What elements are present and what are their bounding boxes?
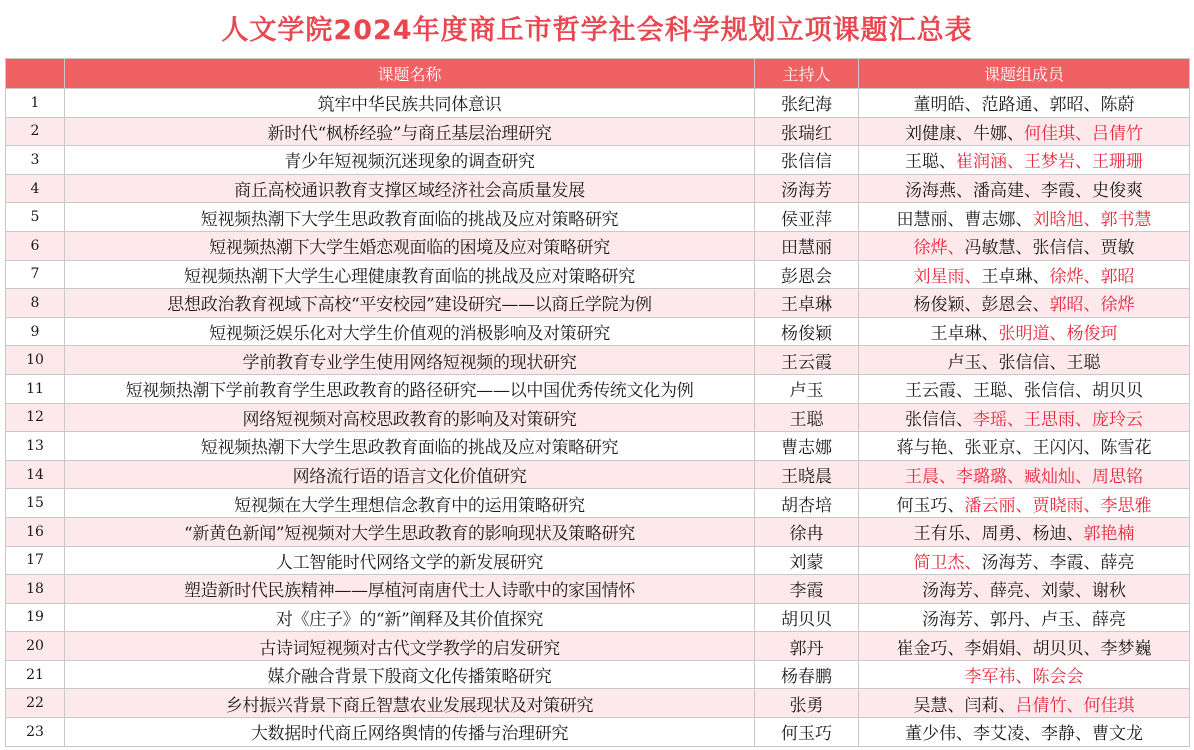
row-number: 23	[6, 718, 65, 747]
members-text: 汤海燕、潘高建、李霞、史俊爽	[905, 181, 1143, 202]
header-topic: 课题名称	[65, 59, 755, 89]
project-topic: 新时代“枫桥经验”与商丘基层治理研究	[65, 117, 755, 146]
project-members	[859, 460, 1190, 489]
table-row	[6, 460, 1190, 489]
project-members	[859, 174, 1190, 203]
table-row	[6, 374, 1190, 403]
project-host: 杨俊颖	[755, 317, 859, 346]
table-row	[6, 146, 1190, 175]
table-row	[6, 517, 1190, 546]
project-topic: 短视频热潮下大学生心理健康教育面临的挑战及应对策略研究	[65, 260, 755, 289]
project-host: 王晓晨	[755, 460, 859, 489]
row-number: 19	[6, 603, 65, 632]
members-text: 张信信、	[905, 409, 973, 430]
highlighted-members: 吕倩竹、何佳琪	[1015, 695, 1135, 716]
members-text: 王云霞、王聪、张信信、胡贝贝	[905, 381, 1143, 402]
highlighted-members: 刘星雨、	[913, 266, 982, 287]
project-members	[859, 146, 1190, 175]
highlighted-members: 张明道、杨俊珂	[998, 324, 1118, 345]
project-host: 胡贝贝	[755, 603, 859, 632]
members-text: 董少伟、李艾凌、李静、曹文龙	[905, 724, 1143, 745]
row-number: 7	[6, 260, 65, 289]
project-host: 郭丹	[755, 632, 859, 661]
row-number: 5	[6, 203, 65, 232]
highlighted-members: 刘晗旭、郭书慧	[1032, 209, 1152, 230]
project-topic: 乡村振兴背景下商丘智慧农业发展现状及对策研究	[65, 689, 755, 718]
project-members	[859, 432, 1190, 461]
project-members	[859, 718, 1190, 747]
members-text: 杨俊颖、彭恩会、	[913, 295, 1050, 316]
row-number: 2	[6, 117, 65, 146]
table-row	[6, 174, 1190, 203]
highlighted-members: 李瑶、王思雨、庞玲云	[973, 409, 1143, 430]
project-members	[859, 603, 1190, 632]
members-text: 汤海芳、李霞、薛亮	[981, 552, 1135, 573]
row-number: 1	[6, 89, 65, 118]
members-text: 王有乐、周勇、杨迪、	[913, 524, 1084, 545]
project-host: 张信信	[755, 146, 859, 175]
table-row	[6, 660, 1190, 689]
table-row	[6, 317, 1190, 346]
table-row	[6, 289, 1190, 318]
project-topic: “新黄色新闻”短视频对大学生思政教育的影响现状及策略研究	[65, 517, 755, 546]
project-host: 王卓琳	[755, 289, 859, 318]
highlighted-members: 潘云丽、贾晓雨、李思雅	[964, 495, 1152, 516]
project-host: 王云霞	[755, 346, 859, 375]
project-topic: 短视频热潮下大学生思政教育面临的挑战及应对策略研究	[65, 432, 755, 461]
project-members	[859, 575, 1190, 604]
table-row	[6, 546, 1190, 575]
table-row	[6, 689, 1190, 718]
table-row	[6, 575, 1190, 604]
row-number: 21	[6, 660, 65, 689]
members-text: 崔金巧、李娟娟、胡贝贝、李梦巍	[896, 638, 1152, 659]
table-row	[6, 203, 1190, 232]
project-host: 李霞	[755, 575, 859, 604]
project-host: 卢玉	[755, 374, 859, 403]
table-row	[6, 117, 1190, 146]
project-topic: 短视频在大学生理想信念教育中的运用策略研究	[65, 489, 755, 518]
project-host: 汤海芳	[755, 174, 859, 203]
table-row	[6, 403, 1190, 432]
table-row	[6, 632, 1190, 661]
row-number: 20	[6, 632, 65, 661]
project-topic: 人工智能时代网络文学的新发展研究	[65, 546, 755, 575]
highlighted-members: 崔润涵、王梦岩、王珊珊	[956, 152, 1143, 173]
row-number: 17	[6, 546, 65, 575]
project-members	[859, 289, 1190, 318]
project-members	[859, 517, 1190, 546]
project-topic: 短视频热潮下大学生思政教育面临的挑战及应对策略研究	[65, 203, 755, 232]
highlighted-members: 郭昭、徐烨	[1049, 295, 1135, 316]
project-members	[859, 489, 1190, 518]
members-text: 汤海芳、薛亮、刘蒙、谢秋	[922, 581, 1126, 602]
project-members	[859, 403, 1190, 432]
project-topic: 塑造新时代民族精神——厚植河南唐代士人诗歌中的家国情怀	[65, 575, 755, 604]
project-members	[859, 689, 1190, 718]
project-host: 张瑞红	[755, 117, 859, 146]
highlighted-members: 郭艳楠	[1083, 524, 1135, 545]
project-host: 张勇	[755, 689, 859, 718]
project-host: 徐冉	[755, 517, 859, 546]
row-number: 13	[6, 432, 65, 461]
project-topic: 大数据时代商丘网络舆情的传播与治理研究	[65, 718, 755, 747]
project-host: 侯亚萍	[755, 203, 859, 232]
project-host: 曹志娜	[755, 432, 859, 461]
table-body	[6, 89, 1190, 747]
highlighted-members: 徐烨、郭昭	[1049, 266, 1135, 287]
members-text: 卢玉、张信信、王聪	[947, 352, 1101, 373]
project-topic: 青少年短视频沉迷现象的调查研究	[65, 146, 755, 175]
project-host: 田慧丽	[755, 231, 859, 260]
members-text: 汤海芳、郭丹、卢玉、薛亮	[922, 609, 1126, 630]
project-members	[859, 632, 1190, 661]
row-number: 22	[6, 689, 65, 718]
header-members: 课题组成员	[859, 59, 1190, 89]
members-text: 冯敏慧、张信信、贾敏	[964, 238, 1135, 259]
highlighted-members: 何佳琪、吕倩竹	[1024, 123, 1143, 144]
project-members	[859, 374, 1190, 403]
members-text: 蒋与艳、张亚京、王闪闪、陈雪花	[896, 438, 1152, 459]
members-text: 田慧丽、曹志娜、	[896, 209, 1033, 230]
project-topic: 古诗词短视频对古代文学教学的启发研究	[65, 632, 755, 661]
project-topic: 网络流行语的语言文化价值研究	[65, 460, 755, 489]
table-row	[6, 603, 1190, 632]
project-members	[859, 117, 1190, 146]
project-topic: 商丘高校通识教育支撑区域经济社会高质量发展	[65, 174, 755, 203]
project-members	[859, 317, 1190, 346]
row-number: 11	[6, 374, 65, 403]
project-members	[859, 231, 1190, 260]
project-members	[859, 260, 1190, 289]
project-host: 张纪海	[755, 89, 859, 118]
highlighted-members: 李军祎、陈会会	[964, 667, 1084, 688]
table-row	[6, 432, 1190, 461]
table-row	[6, 489, 1190, 518]
project-topic: 媒介融合背景下殷商文化传播策略研究	[65, 660, 755, 689]
project-topic: 短视频泛娱乐化对大学生价值观的消极影响及对策研究	[65, 317, 755, 346]
members-text: 董明皓、范路通、郭昭、陈蔚	[913, 95, 1135, 116]
row-number: 14	[6, 460, 65, 489]
project-topic: 思想政治教育视域下高校“平安校园”建设研究——以商丘学院为例	[65, 289, 755, 318]
row-number: 12	[6, 403, 65, 432]
table-row	[6, 89, 1190, 118]
project-topic: 对《庄子》的“新”阐释及其价值探究	[65, 603, 755, 632]
row-number: 15	[6, 489, 65, 518]
table-row	[6, 718, 1190, 747]
project-topic: 短视频热潮下学前教育学生思政教育的路径研究——以中国优秀传统文化为例	[65, 374, 755, 403]
projects-table	[5, 58, 1190, 747]
row-number: 10	[6, 346, 65, 375]
project-topic: 学前教育专业学生使用网络短视频的现状研究	[65, 346, 755, 375]
project-host: 杨春鹏	[755, 660, 859, 689]
header-host: 主持人	[755, 59, 859, 89]
members-text: 刘健康、牛娜、	[905, 123, 1024, 144]
row-number: 3	[6, 146, 65, 175]
project-topic: 筑牢中华民族共同体意识	[65, 89, 755, 118]
highlighted-members: 徐烨、	[913, 238, 965, 259]
project-members	[859, 346, 1190, 375]
project-host: 胡杏培	[755, 489, 859, 518]
row-number: 4	[6, 174, 65, 203]
members-text: 王卓琳、	[930, 324, 999, 345]
project-host: 何玉巧	[755, 718, 859, 747]
row-number: 9	[6, 317, 65, 346]
members-text: 吴慧、闫莉、	[913, 695, 1016, 716]
header-no	[6, 59, 65, 89]
project-members	[859, 546, 1190, 575]
project-host: 王聪	[755, 403, 859, 432]
project-members	[859, 203, 1190, 232]
members-text: 王卓琳、	[981, 266, 1050, 287]
project-members	[859, 89, 1190, 118]
highlighted-members: 王晨、李璐璐、臧灿灿、周思铭	[905, 467, 1143, 488]
project-topic: 短视频热潮下大学生婚恋观面临的困境及应对策略研究	[65, 231, 755, 260]
summary-sheet	[5, 0, 1189, 747]
members-text: 何玉巧、	[896, 495, 965, 516]
members-text: 王聪、	[905, 152, 956, 173]
project-host: 刘蒙	[755, 546, 859, 575]
highlighted-members: 简卫杰、	[913, 552, 982, 573]
row-number: 6	[6, 231, 65, 260]
table-row	[6, 346, 1190, 375]
project-topic: 网络短视频对高校思政教育的影响及对策研究	[65, 403, 755, 432]
project-members	[859, 660, 1190, 689]
table-row	[6, 231, 1190, 260]
project-host: 彭恩会	[755, 260, 859, 289]
row-number: 18	[6, 575, 65, 604]
page-title: 人文学院2024年度商丘市哲学社会科学规划立项课题汇总表	[221, 15, 973, 46]
table-header-row	[6, 59, 1190, 89]
row-number: 16	[6, 517, 65, 546]
table-row	[6, 260, 1190, 289]
row-number: 8	[6, 289, 65, 318]
